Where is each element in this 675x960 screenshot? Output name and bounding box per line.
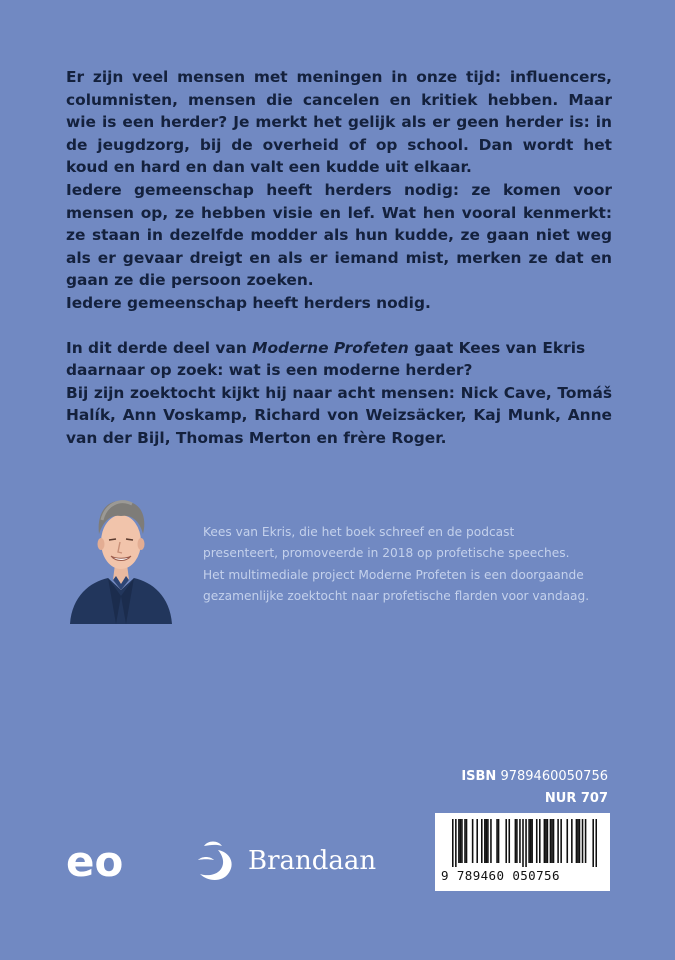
barcode-bar: [464, 819, 466, 863]
barcode-bar: [484, 819, 486, 863]
barcode-bar: [496, 819, 498, 863]
barcode-bar: [525, 819, 527, 867]
barcode-bar: [531, 819, 533, 863]
author-bio-text: Kees van Ekris, die het boek schreef en de podcast presenteert, promoveerde in 2018 op profetische speeches. Het multimediale project Moderne Profeten is een doorgaande gezamenlijke zoektocht naar profetische flarden voor vandaag.: [203, 525, 590, 604]
barcode-bar: [577, 819, 579, 863]
barcode-bar: [476, 819, 478, 863]
author-bio: [203, 522, 593, 608]
brandaan-logo-text: Brandaan: [248, 846, 377, 876]
book-series-title: Moderne Profeten: [252, 338, 409, 357]
barcode-bar: [452, 819, 454, 867]
barcode-bar: [460, 819, 462, 863]
barcode-bar: [579, 819, 581, 863]
blurb-paragraph-5: Bij zijn zoektocht kijkt hij naar acht mensen: Nick Cave, Tomáš Halík, Ann Voskamp, Richard von Weizsäcker, Kaj Munk, Anne van der Bijl, Thomas Merton en frère Roger.: [66, 383, 612, 447]
barcode-bar: [557, 819, 559, 863]
barcode-bar: [536, 819, 538, 863]
barcode-bar: [461, 819, 463, 863]
barcode-digits: 9 789460 050756: [441, 868, 560, 883]
barcode-bar: [551, 819, 553, 863]
blurb-paragraph-2: Iedere gemeenschap heeft herders nodig: ze komen voor mensen op, ze hebben visie en lef. Wat hen vooral kenmerkt: ze staan in dezelfde modder als hun kudde, ze gaan niet weg als er gevaar dreigt en als er iemand mist, merken ze dat en gaan ze die persoon zoeken.: [66, 180, 612, 290]
barcode-bar: [566, 819, 568, 863]
brandaan-shell-icon: [192, 836, 240, 884]
barcode: [435, 813, 610, 891]
barcode-bar: [592, 819, 594, 867]
isbn-line: [461, 769, 608, 784]
barcode-bar: [539, 819, 541, 863]
blurb-paragraph-1: Er zijn veel mensen met meningen in onze tijd: influencers, columnisten, mensen die cancelen en kritiek hebben. Maar wie is een herder? Je merkt het gelijk als er geen herder is: in de jeugdzorg, bij de overheid of op school. Dan wordt het koud en hard en dan valt een kudde uit elkaar.: [66, 68, 612, 177]
barcode-bar: [516, 819, 518, 863]
author-portrait-icon: [66, 492, 176, 624]
barcode-bar: [571, 819, 573, 863]
barcode-bar: [550, 819, 552, 863]
isbn-label: ISBN: [461, 769, 497, 784]
barcode-bar: [481, 819, 483, 863]
barcode-bar: [544, 819, 546, 863]
barcode-bar: [515, 819, 517, 863]
nur-code: NUR 707: [544, 791, 608, 806]
barcode-bar: [576, 819, 578, 863]
barcode-bar: [458, 819, 460, 863]
eo-logo-icon: [66, 838, 140, 884]
barcode-bar: [472, 819, 474, 863]
barcode-bar: [528, 819, 530, 863]
barcode-bar: [553, 819, 555, 863]
blurb-p4-before: In dit derde deel van: [66, 338, 253, 357]
barcode-bars: [452, 819, 597, 867]
barcode-bar: [595, 819, 597, 867]
eo-logo-text: eo: [66, 838, 124, 884]
barcode-bar: [487, 819, 489, 863]
barcode-bar: [490, 819, 492, 863]
barcode-bar: [560, 819, 562, 863]
barcode-bar: [486, 819, 488, 863]
barcode-bar: [508, 819, 510, 863]
barcode-bar: [582, 819, 584, 863]
isbn-number: 9789460050756: [500, 769, 608, 784]
barcode-bar: [545, 819, 547, 863]
barcode-bar: [547, 819, 549, 863]
barcode-bar: [466, 819, 468, 863]
barcode-bar: [522, 819, 524, 867]
barcode-bar: [505, 819, 507, 863]
barcode-bar: [455, 819, 457, 867]
paragraph-gap: [66, 315, 612, 337]
blurb-paragraph-3: Iedere gemeenschap heeft herders nodig.: [66, 293, 431, 312]
barcode-bar: [519, 819, 521, 863]
blurb-p4-after: gaat Kees van Ekris daarnaar op zoek: wat is een moderne herder?: [66, 338, 586, 380]
barcode-bar: [498, 819, 500, 863]
barcode-bar: [530, 819, 532, 863]
blurb-text: [66, 66, 612, 450]
blurb-paragraph-4: [66, 337, 612, 382]
barcode-bar: [585, 819, 587, 863]
